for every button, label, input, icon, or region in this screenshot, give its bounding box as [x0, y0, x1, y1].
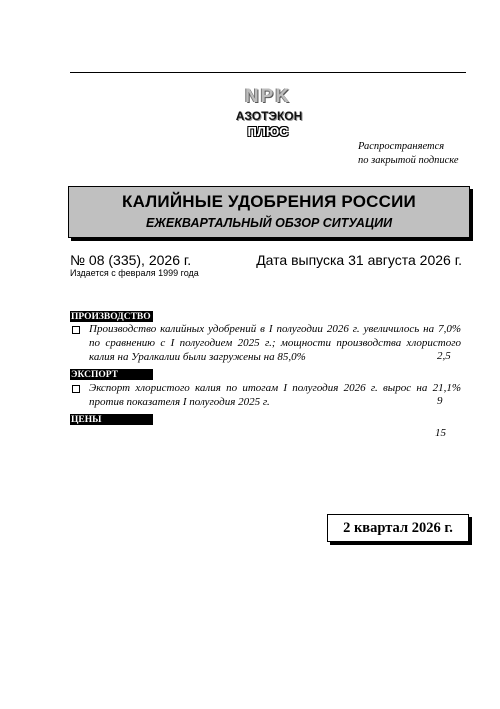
page-number: 2,5: [437, 350, 451, 362]
title-box: [68, 186, 470, 238]
checkbox-bullet-icon: [72, 326, 80, 334]
item-text: Производство калийных удобрений в I полугодии 2026 г. увеличилось на 7,0% по сравнению с I полугодием 2025 г.; мощности производства хлористого калия на Уралкалии были загружены на 85,0%: [89, 323, 461, 363]
logo-plus-text: ПЛЮС: [247, 124, 289, 139]
page-title: КАЛИЙНЫЕ УДОБРЕНИЯ РОССИИ: [122, 192, 416, 211]
npk-logo: [226, 86, 310, 144]
issue-number: № 08 (335), 2026 г.: [70, 252, 192, 268]
page-number: 9: [437, 395, 443, 407]
logo-azot-text: АЗОТЭКОН: [235, 109, 303, 123]
section-heading-export: ЭКСПОРТ: [70, 369, 153, 380]
distribution-line-2: по закрытой подписке: [358, 155, 459, 166]
page-subtitle: ЕЖЕКВАРТАЛЬНЫЙ ОБЗОР СИТУАЦИИ: [145, 216, 393, 230]
checkbox-bullet-icon: [72, 385, 80, 393]
quarter-label: 2 квартал 2026 г.: [327, 514, 469, 542]
logo-npk-text: NPK: [244, 86, 292, 107]
distribution-line-1: Распространяется: [358, 141, 445, 152]
list-item: [70, 381, 466, 409]
page-number: 15: [435, 427, 446, 439]
top-rule: [70, 72, 466, 73]
item-text: Экспорт хлористого калия по итогам I полугодия 2026 г. вырос на 21,1% против показателя I полугодия 2025 г.: [89, 382, 461, 408]
issue-since: Издается с февраля 1999 года: [70, 268, 199, 278]
distribution-note: [358, 140, 488, 168]
section-heading-prices: ЦЕНЫ: [70, 414, 153, 425]
release-date: Дата выпуска 31 августа 2026 г.: [256, 252, 462, 268]
list-item: [70, 322, 466, 364]
section-heading-production: ПРОИЗВОДСТВО: [70, 311, 153, 322]
